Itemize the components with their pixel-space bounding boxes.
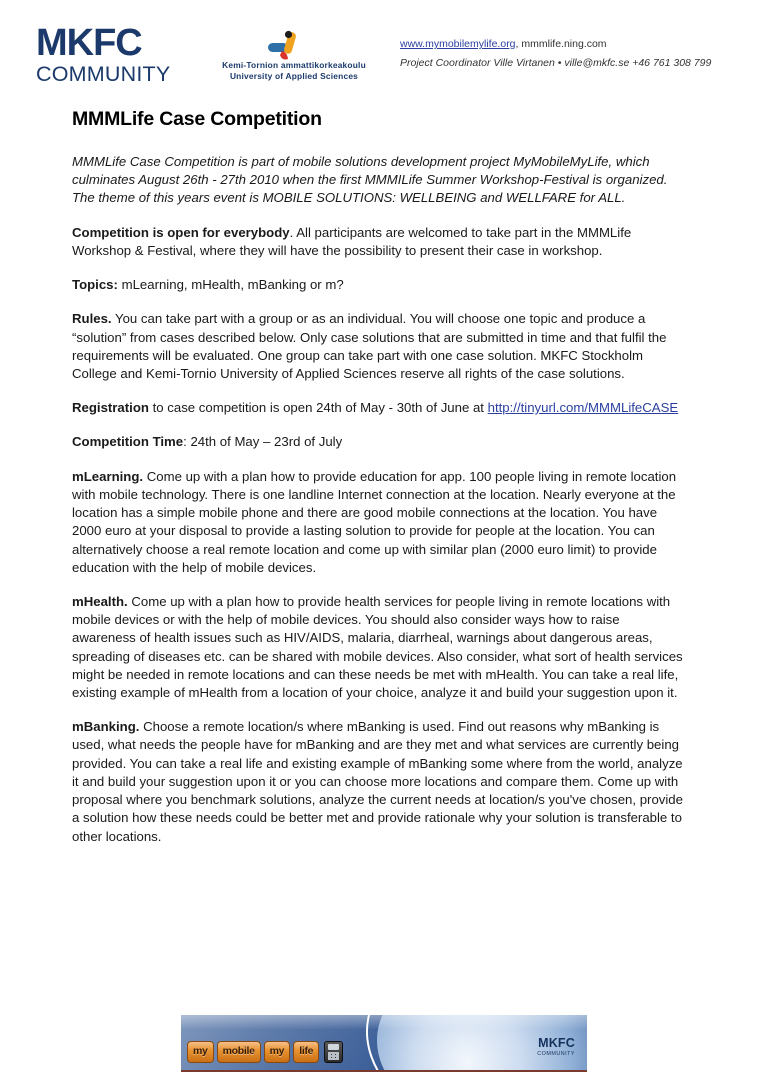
mymobilemylife-wordmark	[187, 1041, 343, 1063]
banner-mkfc-wordmark: MKFC	[538, 1036, 575, 1050]
kemi-tornio-logo-line2: University of Applied Sciences	[229, 71, 359, 82]
mlearning-text: Come up with a plan how to provide education for app. 100 people living in remote location with mobile technology. There is one landline Internet connection at the location. Nearly everyone at the location has a simple mobile phone and there are good mobile connections at the location. You have 2000 euro at your disposal to provide a lasting solution to provide for people at the location. You can alternatively choose a real remote location and come up with similar plan (2000 euro limit) to provide education with the help of mobile devices.	[72, 468, 677, 575]
website-link[interactable]: www.mymobilemylife.org	[400, 38, 516, 50]
open-for-everybody-text: . All participants are welcomed to take part in the MMMLife Workshop & Festival, where they will have the possibility to present their case in workshop.	[72, 224, 632, 258]
topics-lead: Topics:	[72, 277, 118, 293]
rules-paragraph	[72, 310, 686, 383]
rules-lead: Rules.	[72, 311, 112, 327]
footer-banner	[181, 1015, 587, 1072]
competition-time-paragraph	[72, 433, 686, 451]
kemi-tornio-mark-icon	[264, 30, 306, 64]
kemi-tornio-logo	[204, 36, 384, 80]
banner-mkfc-subtitle: COMMUNITY	[537, 1050, 575, 1057]
registration-link[interactable]: http://tinyurl.com/MMMLifeCASE	[487, 400, 679, 416]
mlearning-paragraph	[72, 468, 686, 577]
wordmark-tile: mobile	[217, 1041, 261, 1063]
open-for-everybody-paragraph	[72, 224, 686, 260]
registration-paragraph	[72, 399, 686, 417]
banner-mkfc-logo	[537, 1037, 575, 1057]
page-header	[0, 0, 768, 100]
mhealth-paragraph	[72, 593, 686, 702]
contact-coordinator: Project Coordinator Ville Virtanen • ville@mkfc.se +46 761 308 799	[400, 57, 712, 70]
mbanking-lead: mBanking.	[72, 719, 140, 735]
competition-time-lead: Competition Time	[72, 434, 184, 450]
wordmark-tile: my	[264, 1041, 291, 1063]
page-title: MMMLife Case Competition	[72, 108, 322, 130]
mkfc-logo-subtitle: COMMUNITY	[36, 62, 171, 86]
registration-text: to case competition is open 24th of May - 30th of June at	[148, 400, 488, 416]
mbanking-paragraph	[72, 718, 686, 846]
mhealth-lead: mHealth.	[72, 593, 128, 609]
competition-time-text: : 24th of May – 23rd of July	[183, 434, 343, 450]
kemi-tornio-logo-text	[204, 60, 384, 83]
mhealth-text: Come up with a plan how to provide health services for people living in remote locations with mobile devices or with the help of mobile devices. You should also consider ways how to raise awareness of health issues such as HIV/AIDS, malaria, diarrheal, warnings about dangerous areas, spreading of diseases etc. can be shared with mobile devices. Also consider, what sort of health services might be needed in remote locations and can these needs be met with mHealth. You can take a real life, existing example of mHealth from a location of your choice, analyze it and build your suggestion upon it.	[72, 593, 683, 701]
header-contact-block	[400, 36, 740, 72]
secondary-site: , mmmlife.ning.com	[515, 38, 607, 50]
topics-paragraph	[72, 276, 686, 294]
document-body	[72, 108, 686, 862]
kemi-tornio-logo-line1: Kemi-Tornion ammattikorkeakoulu	[222, 60, 366, 70]
mkfc-logo-wordmark: MKFC	[36, 22, 142, 64]
banner-gloss-decoration	[181, 1015, 587, 1029]
rules-text: You can take part with a group or as an individual. You will choose one topic and produce a “solution” from cases described below. Only case solutions that are submitted in time and that fulfil the requirements will be evaluated. One group can take part with one case solution. MKFC Stockholm College and Kemi-Tornio University of Applied Sciences reserve all rights of the case solutions.	[72, 311, 667, 381]
mkfc-community-logo	[36, 24, 194, 86]
registration-lead: Registration	[72, 400, 149, 416]
mbanking-text: Choose a remote location/s where mBanking is used. Find out reasons why mBanking is used, what needs the people have for mBanking and are they met and what services are currently being provided. You can take a real life and existing example of mBanking some where from the world, analyze it and build your suggestion upon it or you can choose more locations and compare them. Come up with proposal where you benchmark solutions, analyze the current needs at location/s you've chosen, provide a solution how these needs could be better met and provide rationale why your solution is transferable to other locations.	[72, 719, 683, 844]
open-for-everybody-lead: Competition is open for everybody	[72, 224, 290, 240]
intro-paragraph: MMMLife Case Competition is part of mobile solutions development project MyMobileMyLife, which culminates August 26th - 27th 2010 when the first MMMILife Summer Workshop-Festival is organized. The theme of this years event is MOBILE SOLUTIONS: WELLBEING and WELLFARE for ALL.	[72, 154, 668, 206]
mobile-phone-icon	[324, 1041, 343, 1063]
topics-text: mLearning, mHealth, mBanking or m?	[117, 277, 344, 293]
contact-websites	[400, 36, 740, 52]
wordmark-tile: my	[187, 1041, 214, 1063]
wordmark-tile: life	[293, 1041, 319, 1063]
mlearning-lead: mLearning.	[72, 468, 144, 484]
